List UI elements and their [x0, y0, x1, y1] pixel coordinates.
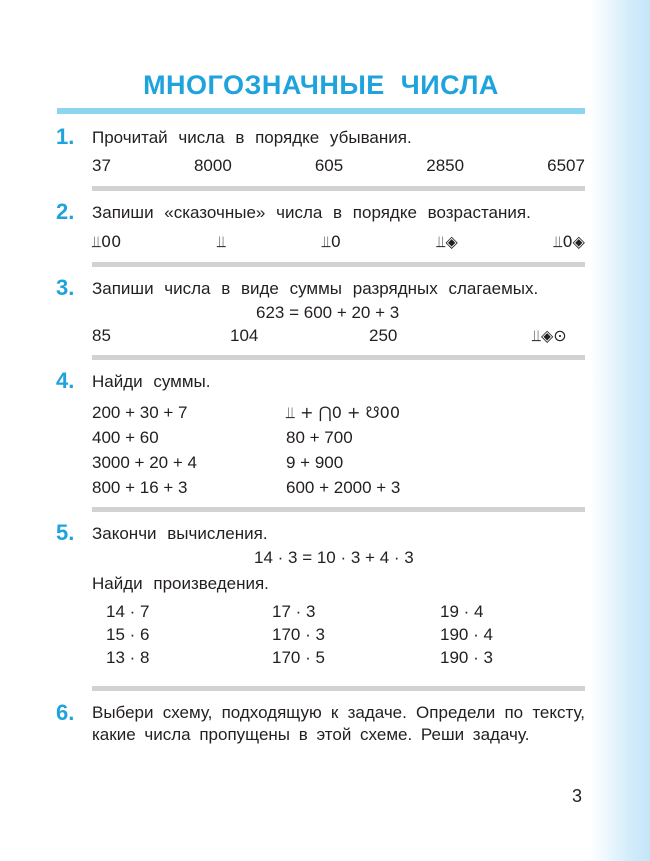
- product-expression: 190 · 4: [440, 625, 493, 644]
- exercise-3-number: 3.: [56, 275, 75, 300]
- exercise-1-numbers: [92, 156, 585, 176]
- product-expression: 170 · 3: [272, 625, 325, 644]
- fairy-number-item: ⫫0◈: [553, 232, 585, 251]
- number-item: 250: [369, 326, 398, 345]
- exercise-5-instruction: Закончи вычисления.: [92, 524, 268, 543]
- title-underline: [57, 108, 585, 114]
- fairy-number-item: ⫫◈: [436, 232, 458, 251]
- fairy-number-item: ⫫: [217, 232, 227, 251]
- sum-expression: 9 + 900: [286, 453, 344, 472]
- exercise-2-instruction: Запиши «сказочные» числа в порядке возрастания.: [92, 203, 531, 222]
- exercise-5-sub-instruction: Найди произведения.: [92, 574, 269, 593]
- number-item: 2850: [426, 156, 465, 175]
- exercise-6-instruction: Выбери схему, подходящую к задаче. Определи по тексту, какие числа пропущены в этой схеме. Реши задачу.: [92, 703, 585, 744]
- exercise-4-number: 4.: [56, 368, 75, 393]
- exercise-3-instruction: Запиши числа в виде суммы разрядных слагаемых.: [92, 279, 539, 298]
- sum-expression: ⫫ + ⋂0 + ☋00: [286, 403, 401, 422]
- exercise-2-fairy-numbers: [92, 232, 585, 252]
- product-expression: 19 · 4: [440, 602, 484, 621]
- product-expression: 170 · 5: [272, 648, 325, 667]
- exercise-4-instruction: Найди суммы.: [92, 372, 211, 391]
- fairy-number-item: ⫫◈⊙: [532, 326, 567, 345]
- separator: [92, 507, 585, 512]
- page-title: МНОГОЗНАЧНЫЕ ЧИСЛА: [143, 70, 499, 100]
- exercise-6-number: 6.: [56, 700, 75, 725]
- separator: [92, 686, 585, 691]
- exercise-1-instruction: Прочитай числа в порядке убывания.: [92, 128, 412, 147]
- product-expression: 13 · 8: [106, 648, 150, 667]
- exercise-1-number: 1.: [56, 124, 75, 149]
- exercise-5-number: 5.: [56, 520, 75, 545]
- product-expression: 15 · 6: [106, 625, 150, 644]
- exercise-3-example: 623 = 600 + 20 + 3: [256, 303, 400, 322]
- number-item: 6507: [547, 156, 585, 175]
- product-expression: 17 · 3: [272, 602, 316, 621]
- number-item: 85: [92, 326, 111, 345]
- fairy-number-item: ⫫00: [92, 232, 122, 251]
- sum-expression: 600 + 2000 + 3: [286, 478, 401, 497]
- number-item: 8000: [193, 156, 232, 175]
- sum-expression: 200 + 30 + 7: [92, 403, 188, 422]
- number-item: 605: [314, 156, 344, 175]
- fairy-number-item: ⫫0: [321, 232, 341, 251]
- product-expression: 190 · 3: [440, 648, 493, 667]
- page-number: 3: [572, 786, 583, 806]
- product-expression: 14 · 7: [106, 602, 150, 621]
- exercise-2-number: 2.: [56, 199, 75, 224]
- number-item: 37: [92, 156, 111, 175]
- separator: [92, 355, 585, 360]
- number-item: 104: [230, 326, 259, 345]
- sum-expression: 80 + 700: [286, 428, 353, 447]
- separator: [92, 262, 585, 267]
- separator: [92, 186, 585, 191]
- sum-expression: 400 + 60: [92, 428, 159, 447]
- exercise-5-example: 14 · 3 = 10 · 3 + 4 · 3: [254, 548, 414, 567]
- sum-expression: 3000 + 20 + 4: [92, 453, 197, 472]
- sum-expression: 800 + 16 + 3: [92, 478, 188, 497]
